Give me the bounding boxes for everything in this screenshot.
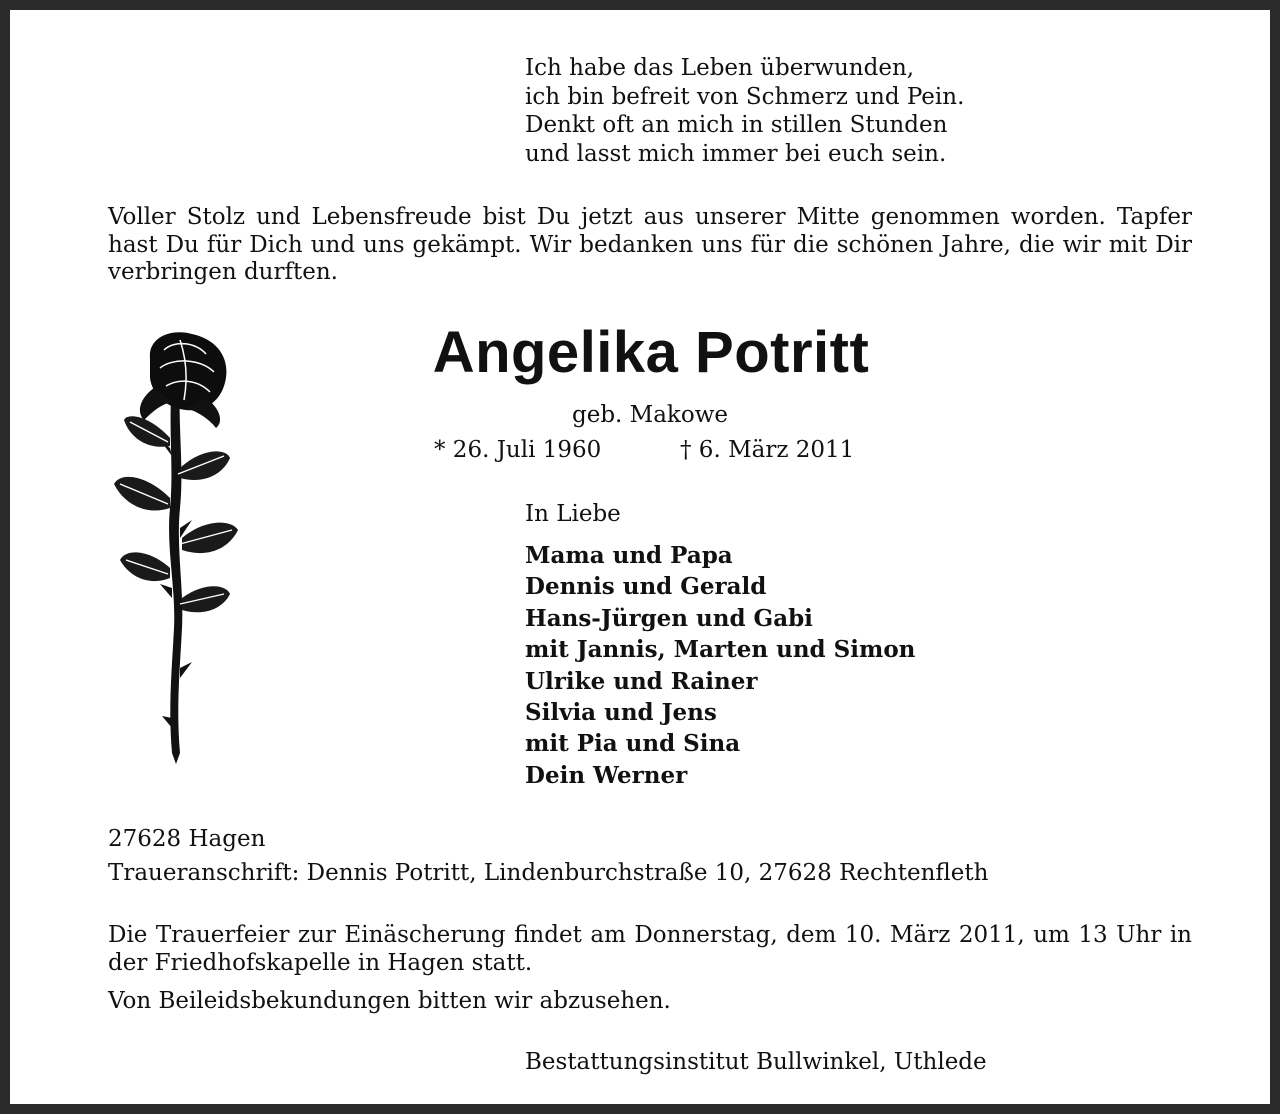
poem-line: ich bin befreit von Schmerz und Pein.	[525, 83, 965, 110]
rose-icon	[110, 328, 245, 768]
poem-line: und lasst mich immer bei euch sein.	[525, 140, 947, 167]
funeral-info: Die Trauerfeier zur Einäscherung findet am Donnerstag, dem 10. März 2011, um 13 Uhr in der Friedhofskapelle in Hagen statt.	[108, 922, 1192, 976]
poem	[525, 54, 1125, 168]
place: 27628 Hagen	[108, 826, 266, 852]
mourner-line: mit Pia und Sina	[525, 730, 741, 758]
poem-line: Ich habe das Leben überwunden,	[525, 55, 915, 81]
in-love-label: In Liebe	[525, 501, 621, 527]
mourning-address: Traueranschrift: Dennis Potritt, Lindenburchstraße 10, 27628 Rechtenfleth	[108, 860, 989, 886]
mourner-line: Mama und Papa	[525, 542, 733, 569]
intro-text: Voller Stolz und Lebensfreude bist Du jetzt aus unserer Mitte genommen worden. Tapfer hast Du für Dich und uns gekämpt. Wir bedanken uns für die schönen Jahre, die wir mit Dir verbringen durften.	[108, 204, 1192, 285]
condolence-note: Von Beileidsbekundungen bitten wir abzusehen.	[108, 988, 671, 1014]
mourners-list	[525, 540, 915, 791]
mourner-line: Dein Werner	[525, 761, 688, 789]
poem-line: Denkt oft an mich in stillen Stunden	[525, 112, 948, 138]
mourner-line: Hans-Jürgen und Gabi	[525, 604, 813, 632]
mourner-line: Ulrike und Rainer	[525, 667, 758, 695]
undertaker: Bestattungsinstitut Bullwinkel, Uthlede	[525, 1049, 987, 1075]
mourner-line: mit Jannis, Marten und Simon	[525, 636, 916, 664]
birth-date: * 26. Juli 1960	[434, 437, 602, 463]
birth-name: geb. Makowe	[571, 402, 729, 428]
mourner-line: Dennis und Gerald	[525, 573, 767, 601]
death-date: † 6. März 2011	[680, 437, 855, 463]
deceased-name: Angelika Potritt	[432, 320, 870, 385]
mourner-line: Silvia und Jens	[525, 699, 717, 727]
